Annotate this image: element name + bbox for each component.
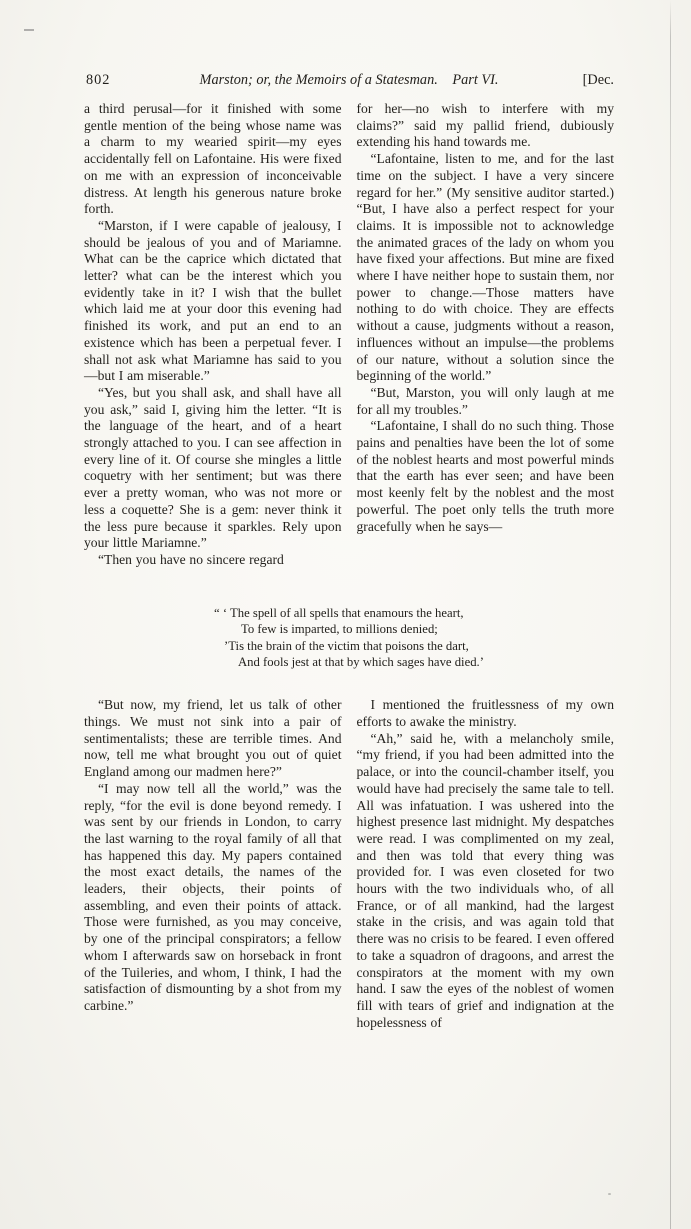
verse-line: “ ‘ The spell of all spells that enamours the heart,	[214, 605, 464, 620]
paragraph: “Ah,” said he, with a melancholy smile, “my friend, if you had been admitted into the palace, or into the council-chamber itself, you would have had precisely the same tale to tell. All was infatuation. I was ushered into the highest presence last midnight. My despatches were read. I was complimented on my zeal, and then was told that every thing was provided for. I was even closeted for two hours with the two individuals who, of all France, or of all mankind, had the largest stake in the crisis, and was again told that there was no crisis to be feared. I even offered to take a squadron of dragoons, and arrest the conspirators at the moment with my own hand. I saw the eyes of the noblest of women fill with tears of grief and indignation at the hopelessness of	[356, 730, 614, 1030]
paragraph: a third perusal—for it finished with some gentle mention of the being whose name was a charm to my wearied spirit—my eyes accidentally fell on Lafontaine. His were fixed on me with an expression of inconceivable distress. At length his generous nature broke forth.	[84, 101, 342, 217]
verse-line: And fools jest at that by which sages have died.’	[238, 654, 484, 669]
scan-artifact-edge-line	[670, 0, 671, 1229]
paragraph: “Lafontaine, listen to me, and for the last time on the subject. I have a very sincere regard for her.” (My sensitive auditor started.) “But, I have also a perfect respect for your claims. It is impossible not to acknowledge the animated graces of the lady on whom you have fixed your affections. But mine are fixed where I have neither hope to sustain them, nor power to change.—Those matters have nothing to do with choice. They are effects without a cause, judgments without a reason, influences without an impulse—the problems of our nature, without a solution since the beginning of the world.”	[356, 151, 614, 384]
right-column-upper	[357, 101, 615, 569]
paragraph: “Marston, if I were capable of jealousy, I should be jealous of you and of Mariamne. What can be the caprice which dictated that letter? what can be the interest which you evidently take in it? I wish that the bullet which laid me at your door this evening had finished its work, and put an end to an existence which has been a perpetual fever. I shall not ask what Mariamne has said to you—but I am miserable.”	[84, 217, 342, 384]
verse-line: ’Tis the brain of the victim that poisons the dart,	[224, 638, 469, 653]
upper-text-block	[84, 101, 614, 569]
running-title	[84, 70, 614, 90]
scan-artifact-corner-mark	[24, 29, 34, 31]
paragraph: for her—no wish to interfere with my claims?” said my pallid friend, dubiously extending his hand towards me.	[356, 101, 614, 150]
paragraph: “Lafontaine, I shall do no such thing. Those pains and penalties have been the lot of some of the noblest hearts and most powerful minds that the earth has ever seen; and have been most keenly felt by the noblest and the most powerful. The poet only tells the truth more gracefully when he says—	[356, 418, 614, 534]
book-title: Marston; or, the Memoirs of a Statesman.	[199, 72, 438, 88]
page-number: 802	[86, 72, 111, 88]
left-column-lower	[84, 697, 342, 1031]
paragraph: “But, Marston, you will only laugh at me for all my troubles.”	[356, 384, 614, 417]
verse-line: To few is imparted, to millions denied;	[241, 622, 438, 637]
part-label: Part VI.	[452, 72, 499, 88]
left-column-upper	[84, 101, 342, 569]
right-column-lower	[357, 697, 615, 1031]
verse-quotation	[214, 605, 484, 671]
running-head	[84, 70, 614, 90]
scan-artifact-dot	[608, 1193, 611, 1195]
paragraph: “Then you have no sincere regard	[98, 551, 284, 567]
issue-date: [Dec.	[582, 72, 614, 88]
lower-text-block	[84, 697, 614, 1031]
paragraph: “Yes, but you shall ask, and shall have all you ask,” said I, giving him the letter. “It is the language of the heart, and of a heart strongly attached to you. I can see affection in every line of it. Of course she mingles a little coquetry with her sentiment; but was there ever a pretty woman, who was not more or less a coquette? She is a gem: never think it the less pure because it sparkles. Rely upon your little Mariamne.”	[84, 384, 342, 551]
paragraph: I mentioned the fruitlessness of my own efforts to awake the ministry.	[356, 697, 614, 730]
paragraph: “I may now tell all the world,” was the reply, “for the evil is done beyond remedy. I was sent by our friends in London, to carry the last warning to the royal family of all that has happened this day. My papers contained the most exact details, the names of the leaders, their objects, their points of assembling, and even their points of attack. Those were furnished, as you may conceive, by one of the principal conspirators; a fellow whom I afterwards saw on horseback in front of the Tuileries, and whom, I think, I had the satisfaction of dismounting by a shot from my carbine.”	[84, 780, 342, 1013]
paragraph: “But now, my friend, let us talk of other things. We must not sink into a pair of sentimentalists; these are terrible times. And now, tell me what brought you out of quiet England among our madmen here?”	[84, 697, 342, 780]
